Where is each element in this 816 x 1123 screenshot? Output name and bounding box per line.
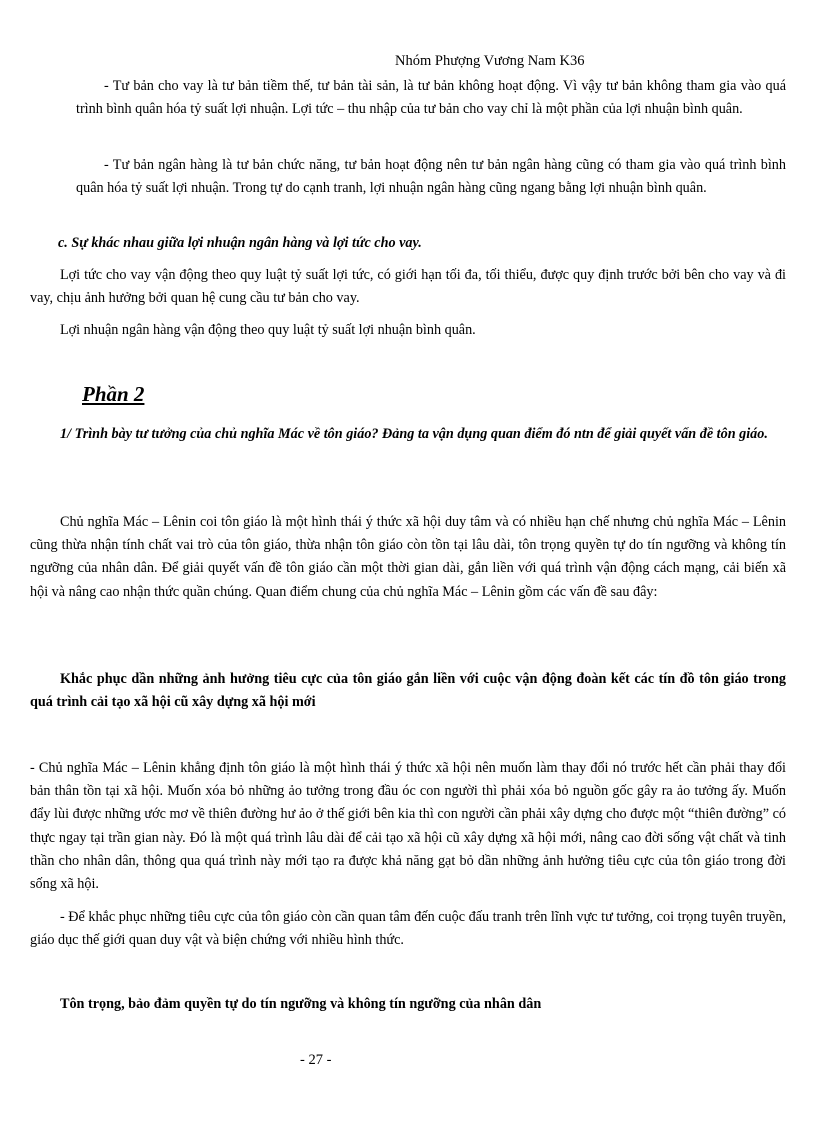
- paragraph-loan-capital: - Tư bản cho vay là tư bản tiềm thế, tư bản tài sản, là tư bản không hoạt động. Vì vậy tư bản không tham gia vào quá trình bình quân hóa tỷ suất lợi nhuận. Lợi tức – thu nhập của tư bản cho vay chỉ là một phần của lợi nhuận bình quân.: [76, 78, 786, 118]
- subheading-overcome-negative: Khắc phục dần những ảnh hưởng tiêu cực của tôn giáo gắn liền với cuộc vận động đoàn kết các tín đồ tôn giáo trong quá trình cải tạo xã hội cũ xây dựng xã hội mới: [30, 671, 786, 711]
- section-heading-c: c. Sự khác nhau giữa lợi nhuận ngân hàng và lợi tức cho vay.: [58, 235, 422, 251]
- page-number: - 27 -: [300, 1052, 332, 1068]
- paragraph-ideological-struggle: - Để khắc phục những tiêu cực của tôn giáo còn cần quan tâm đến cuộc đấu tranh trên lĩnh vực tư tưởng, coi trọng tuyên truyền, giáo dục thế giới quan duy vật và biện chứng với nhiều hình thức.: [30, 909, 786, 949]
- paragraph-marxism-religion: Chủ nghĩa Mác – Lênin coi tôn giáo là một hình thái ý thức xã hội duy tâm và có nhiều hạn chế nhưng chủ nghĩa Mác – Lênin cũng thừa nhận tính chất vai trò của tôn giáo, thừa nhận tôn giáo còn tồn tại lâu dài, tôn trọng quyền tự do tín ngưỡng và không tín ngưỡng của nhân dân. Để giải quyết vấn đề tôn giáo cần một thời gian dài, gắn liền với quá trình vận động cách mạng, cải biến xã hội và nâng cao nhận thức quần chúng. Quan điểm chung của chủ nghĩa Mác – Lênin gồm các vấn đề sau đây:: [30, 514, 786, 600]
- paragraph-bank-capital: - Tư bản ngân hàng là tư bản chức năng, tư bản hoạt động nên tư bản ngân hàng cũng có tham gia vào quá trình bình quân hóa tỷ suất lợi nhuận. Trong tự do cạnh tranh, lợi nhuận ngân hàng cũng ngang bằng lợi nhuận bình quân.: [76, 157, 786, 197]
- part-title: Phần 2: [82, 382, 145, 406]
- page-header: Nhóm Phượng Vương Nam K36: [395, 53, 585, 69]
- paragraph-loan-interest: Lợi tức cho vay vận động theo quy luật tỷ suất lợi tức, có giới hạn tối đa, tối thiểu, được quy định trước bởi bên cho vay và đi vay, chịu ảnh hưởng bởi quan hệ cung cầu tư bản cho vay.: [30, 267, 786, 307]
- paragraph-bank-profit: Lợi nhuận ngân hàng vận động theo quy luật tỷ suất lợi nhuận bình quân.: [60, 322, 476, 338]
- paragraph-social-existence: - Chủ nghĩa Mác – Lênin khẳng định tôn giáo là một hình thái ý thức xã hội nên muốn làm thay đổi nó trước hết cần phải thay đổi bản thân tồn tại xã hội. Muốn xóa bỏ những ảo tưởng trong đầu óc con người thì phải xóa bỏ nguồn gốc gây ra ảo tưởng ấy. Muốn đẩy lùi được những ước mơ về thiên đường hư ảo ở thế giới bên kia thì con người cần phải xây dựng cho được một “thiên đường” có thực ngay tại trần gian này. Đó là một quá trình lâu dài để cải tạo xã hội cũ xây dựng xã hội mới, nâng cao đời sống vật chất và tinh thần cho nhân dân, thông qua quá trình này mới tạo ra được khả năng gạt bỏ dần những ảnh hưởng tiêu cực của tôn giáo trong đời sống xã hội.: [30, 760, 786, 893]
- question-heading: 1/ Trình bày tư tưởng của chủ nghĩa Mác về tôn giáo? Đảng ta vận dụng quan điểm đó ntn để giải quyết vấn đề tôn giáo.: [60, 426, 768, 442]
- subheading-freedom-of-belief: Tôn trọng, bảo đảm quyền tự do tín ngưỡng và không tín ngưỡng của nhân dân: [60, 996, 542, 1012]
